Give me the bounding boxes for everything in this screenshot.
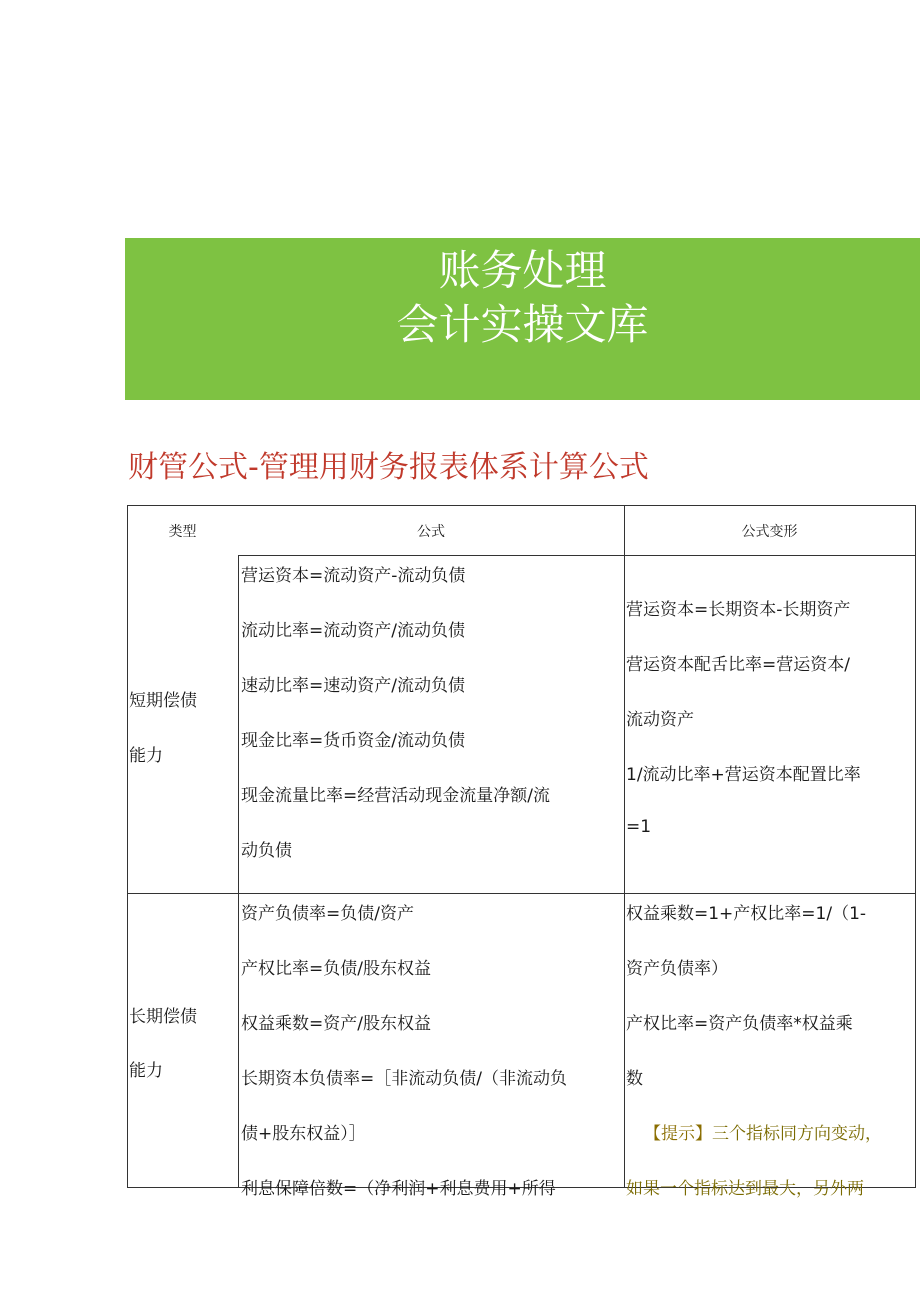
variant-line: 流动资产 [626, 710, 694, 730]
formula-line: 资产负债率=负债/资产 [241, 904, 414, 924]
formula-line: 现金流量比率=经营活动现金流量净额/流 [241, 786, 550, 806]
formula-line: 产权比率=负债/股东权益 [241, 959, 431, 979]
type-short-term-line-2: 能力 [129, 746, 163, 766]
type-column-border [238, 555, 239, 1187]
formula-line: 长期资本负债率=［非流动负债/（非流动负 [241, 1069, 567, 1089]
formula-line-cut: 利息保障倍数=（净利润+利息费用+所得 [241, 1179, 556, 1199]
formula-line: 速动比率=速动资产/流动负债 [241, 676, 465, 696]
table-top-border [127, 505, 916, 506]
header-formula: 公式 [417, 524, 445, 540]
formula-line: 权益乘数=资产/股东权益 [241, 1014, 431, 1034]
header-type: 类型 [168, 524, 197, 540]
variant-line: 资产负债率） [626, 959, 728, 979]
formula-line: 动负债 [241, 841, 292, 861]
header-formula-variant: 公式变形 [741, 524, 798, 540]
document-title: 财管公式-管理用财务报表体系计算公式 [128, 450, 649, 485]
tip-label: 【提示】 [644, 1124, 712, 1144]
formula-line: 现金比率=货币资金/流动负债 [241, 731, 465, 751]
formula-column-border [624, 505, 625, 1187]
tip-text: 三个指标同方向变动， [712, 1124, 882, 1144]
variant-line: 权益乘数=1+产权比率=1/（1- [626, 904, 867, 924]
variant-line: =1 [626, 817, 652, 837]
variant-line: 营运资本配舌比率=营运资本/ [626, 655, 850, 675]
row-divider [127, 893, 916, 894]
header-banner [125, 238, 920, 400]
table-left-border [127, 555, 128, 1187]
formula-line: 债+股东权益）］ [241, 1124, 366, 1144]
header-bottom-border [238, 555, 916, 556]
variant-line: 产权比率=资产负债率*权益乘 [626, 1014, 853, 1034]
type-long-term-line-2: 能力 [129, 1061, 163, 1081]
table-right-border [915, 505, 916, 1187]
type-long-term-line-1: 长期偿债 [129, 1007, 197, 1027]
banner-line-2: 会计实操文库 [396, 300, 649, 349]
type-short-term-line-1: 短期偿债 [129, 691, 197, 711]
variant-line: 数 [626, 1069, 643, 1089]
banner-line-1: 账务处理 [438, 246, 607, 295]
variant-line: 营运资本=长期资本-长期资产 [626, 600, 851, 620]
tip-line [644, 1122, 882, 1146]
variant-line: 1/流动比率+营运资本配置比率 [626, 765, 861, 785]
formula-line: 流动比率=流动资产/流动负债 [241, 621, 465, 641]
tip-line-cut: 如果一个指标达到最大，另外两 [626, 1179, 864, 1199]
formula-line: 营运资本=流动资产-流动负债 [241, 566, 466, 586]
